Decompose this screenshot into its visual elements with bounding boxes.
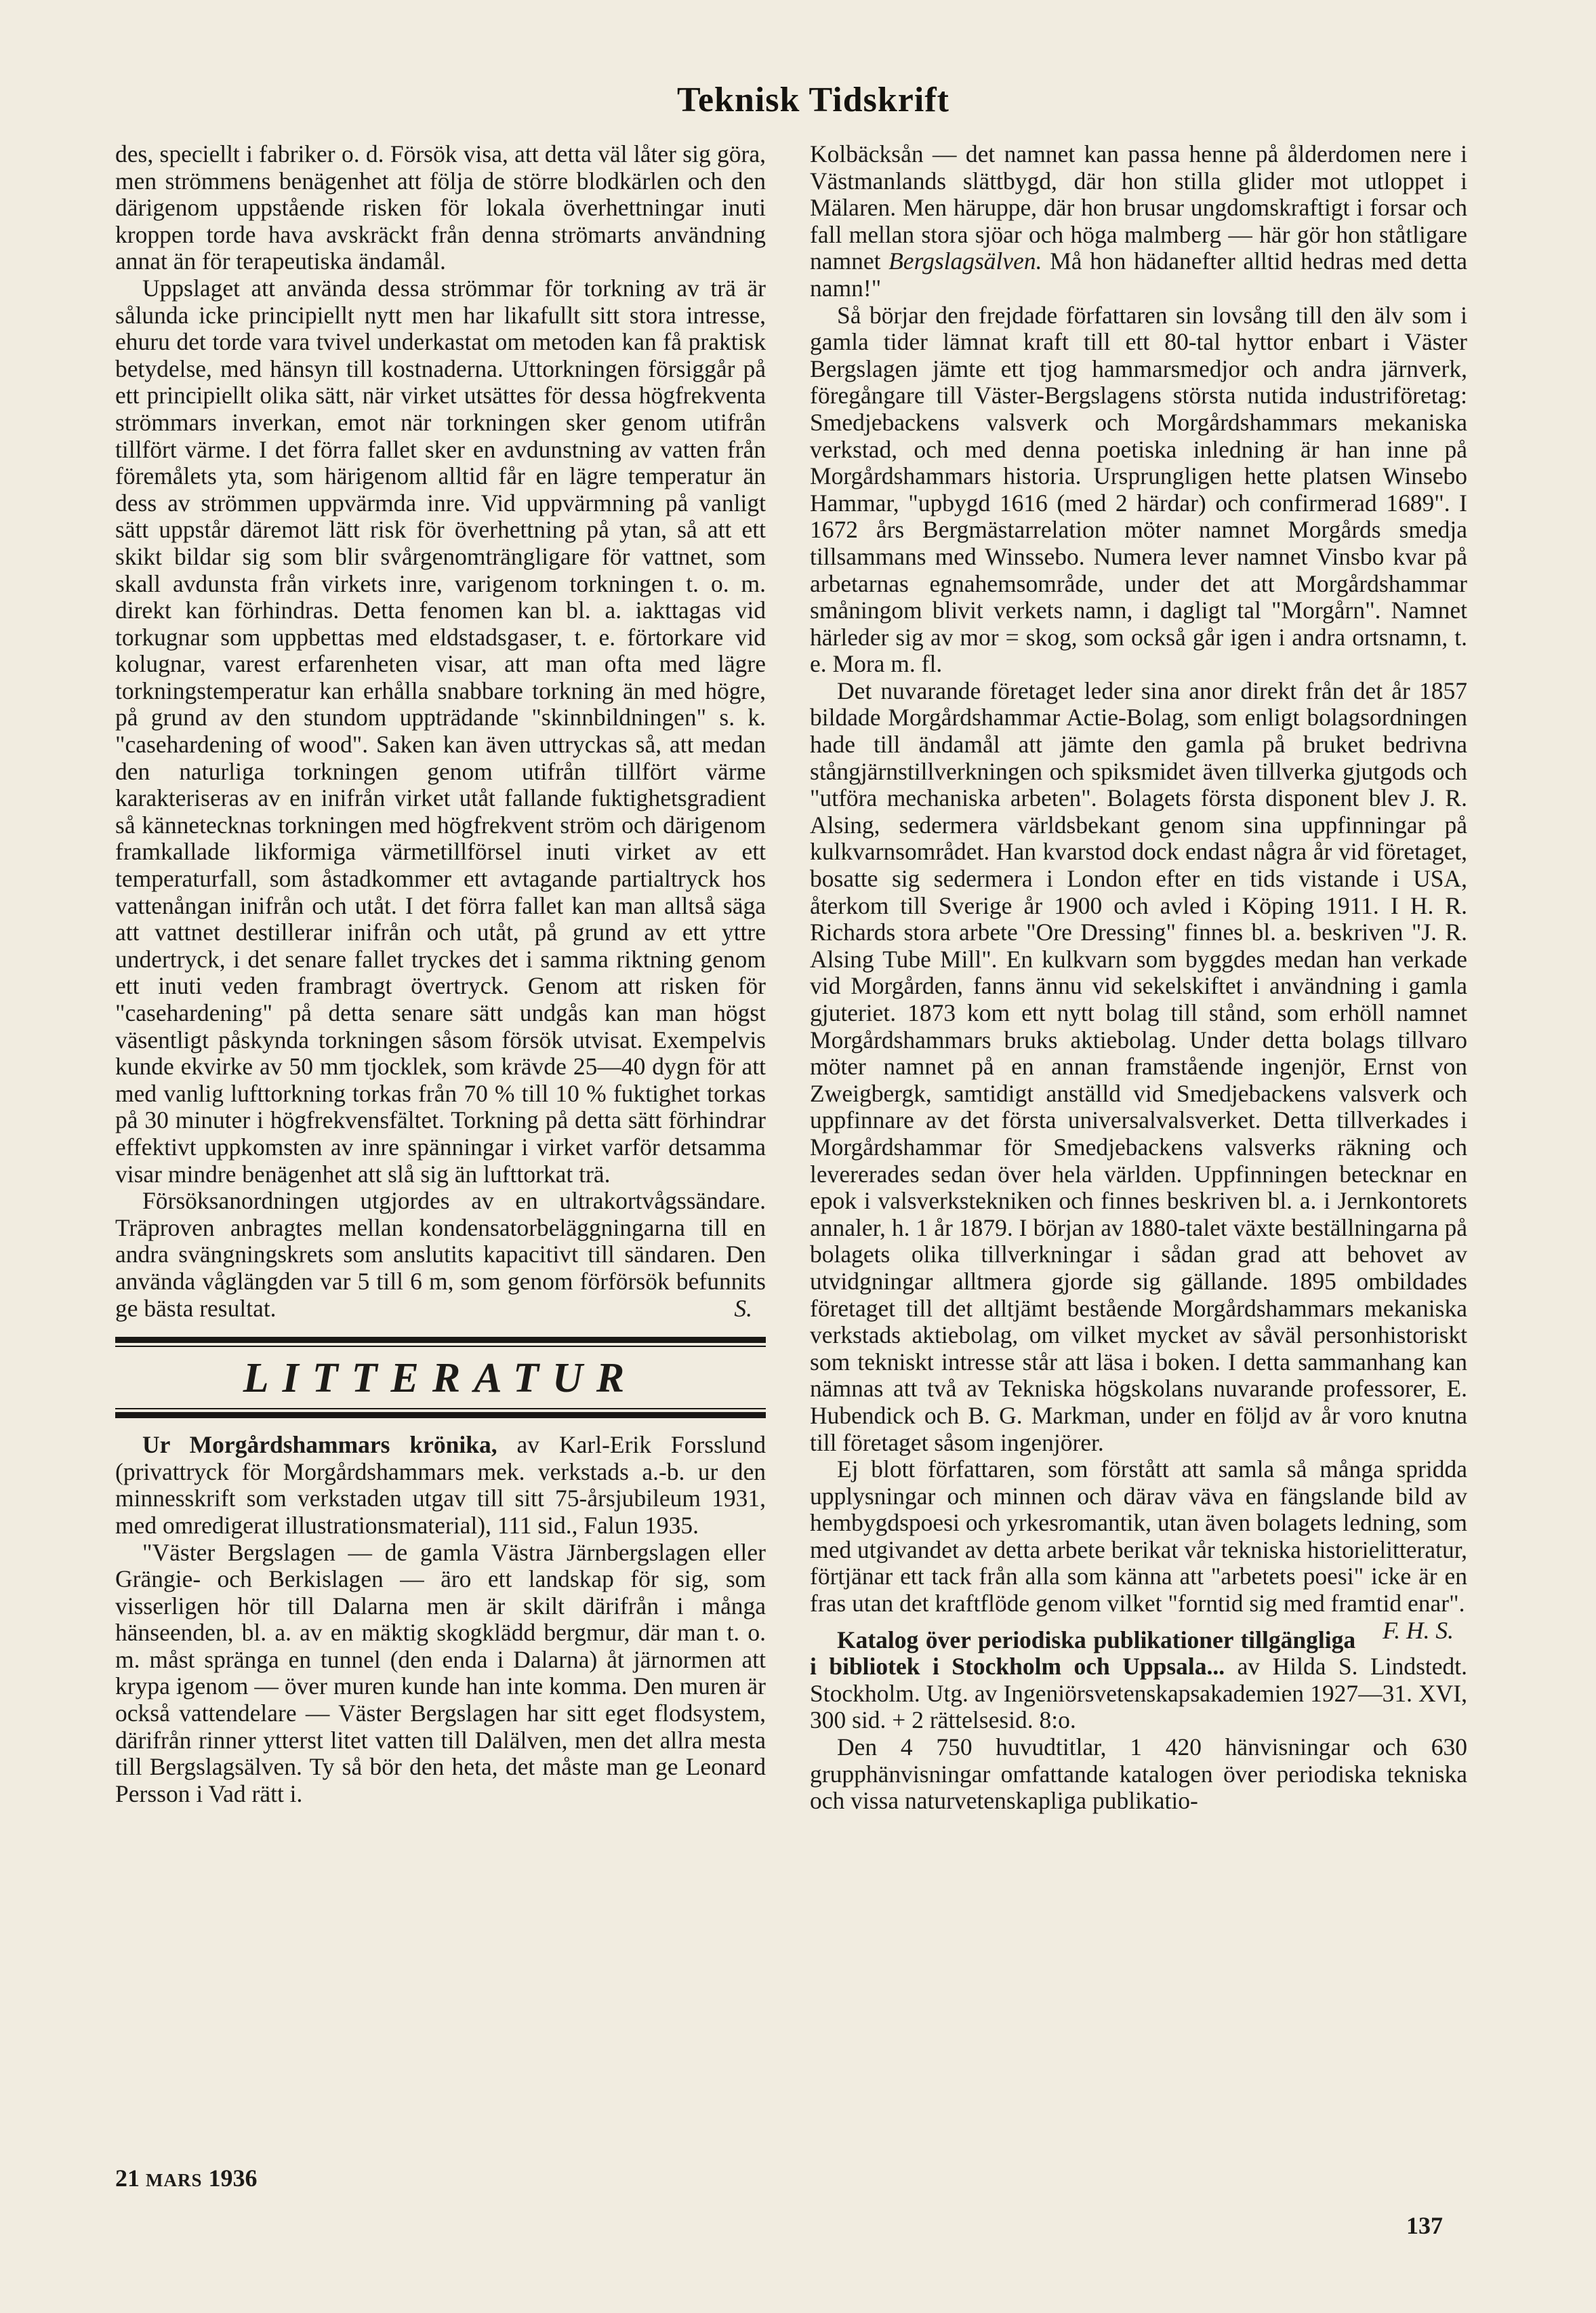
review-2-paragraph-1: Den 4 750 huvudtitlar, 1 420 hänvisningar och 630 grupphänvisningar omfattande katalogen över periodiska tekniska och vissa naturvetenskapliga publikatio-: [810, 1733, 1467, 1815]
right-paragraph-4-text: Ej blott författaren, som förstått att samla så många spridda upplysningar och minnen och därav väva en fängslande bild av hembygdspoesi och yrkesromantik, utan även bolagets ledning, som med utgivandet av detta arbete berikat vår tekniska historielitteratur, förtjänar ett tack från alla som känna att "arbetets poesi" icke är en fras utan det kraftflöde genom vilket "forntid sig med framtid enar".: [810, 1455, 1467, 1617]
issue-date-day: 21: [115, 2165, 140, 2192]
journal-masthead: [610, 80, 1017, 120]
review-2-meta: av Hilda S. Lindstedt. Stockholm. Utg. av Ingeniörsvetenskapsakademien 1927—31. XVI, 300 sid. + 2 rättelsesid. 8:o.: [810, 1653, 1468, 1734]
issue-date-year: 1936: [208, 2165, 258, 2192]
signature-fhs: F. H. S.: [1383, 1616, 1454, 1644]
review-1-paragraph-1: "Väster Bergslagen — de gamla Västra Järnbergslagen eller Grängie- och Berkislagen — äro ett landskap för sig, som visserligen hör till Dalarna men är skilt därifrån i många hänseenden, bl. a. av en mäktig skogklädd bergmur, där man t. o. m. måst spränga en tunnel (den enda i Dalarna) åt järnormen att krypa igenom — över muren kunde han inte komma. Den muren är också vattendelare — Väster Bergslagen har sitt eget flodsystem, därifrån rinner ytterst litet vatten till Dalälven, men det allra mesta till Bergslagsälven. Ty så bör den heta, det måste man ge Leonard Persson i Vad rätt i.: [115, 1538, 766, 1807]
right-paragraph-1-b: Må hon hädanefter alltid hedras med detta namn!": [810, 247, 1467, 302]
review-1-title: Ur Morgårdshammars krönika,: [142, 1431, 497, 1459]
left-paragraph-3: [115, 1188, 766, 1322]
section-heading: LITTERATUR: [243, 1355, 638, 1402]
right-paragraph-3: Det nuvarande företaget leder sina anor direkt från det år 1857 bildade Morgårdshammar Actie-Bolag, som enligt bolagsordningen hade till ändamål att jämte den gamla på bruket bedrivna stångjärnstillverkningen och spiksmidet även tillverka gjutgods och "utföra mechaniska arbeten". Bolagets första disponent blev J. R. Alsing, sedermera världsbekant genom sina uppfinningar på kulkvarnsområdet. Han kvarstod dock endast några år vid företaget, bosatte sig sedermera i London efter en tids vistande i USA, återkom till Sverige år 1900 och avled i Köping 1911. I H. R. Richards stora arbete "Ore Dressing" finnes bl. a. beskriven "J. R. Alsing Tube Mill". En kulkvarn som byggdes medan han verkade vid Morgården, fanns ännu vid sekelskiftet i användning i gamla gjuteriet. 1873 kom ett nytt bolag till stånd, som erhöll namnet Morgårdshammars bruks aktiebolag. Under detta bolags tillvaro möter namnet på en annan framstående ingenjör, Ernst von Zweigbergk, samtidigt anställd vid Smedjebackens valsverk och uppfinnare av det första universalvalsverket. Detta tillverkades i Morgårdshammar för Smedjebackens valsverks räkning och levererades sedan över hela världen. Uppfinningen betecknar en epok i valsverkstekniken och finnes beskriven bl. a. i Jernkontorets annaler, h. 1 år 1879. I början av 1880-talet växte beställningarna på bolagets olika tillverkningar i sådan grad att behovet av utvidgningar alltmera gjorde sig gällande. 1895 ombildades företaget till det alltjämt bestående Morgårdshammars mekaniska verkstads aktiebolag, om vilket mycket av såväl personhistoriskt som tekniskt intresse står att läsa i boken. I detta sammanhang kan nämnas att två av Tekniska högskolans nuvarande professorer, E. Hubendick och B. G. Markman, under en följd av år voro knutna till företaget såsom ingenjörer.: [810, 677, 1467, 1456]
right-paragraph-4: [810, 1455, 1467, 1644]
left-column: [115, 141, 766, 1807]
heading-rule-bottom-thick: [115, 1412, 766, 1418]
heading-rule-bottom-thin: [115, 1408, 766, 1409]
left-paragraph-2: Uppslaget att använda dessa strömmar för torkning av trä är sålunda icke principiellt nytt men har likafullt sitt stora intresse, ehuru det torde vara tvivel underkastat om metoden kan få praktisk betydelse, med hänsyn till kostnaderna. Uttorkningen försiggår på ett principiellt olika sätt, när virket utsättes för dessa högfrekventa strömmars inverkan, emot när torkningen sker genom utifrån tillfört värme. I det förra fallet sker en avdunstning av vatten från föremålets yta, som härigenom alltid får en lägre temperatur än dess av strömmen uppvärmda inre. Vid uppvärmning på vanligt sätt uppstår däremot lätt risk för överhettning på ytan, så att ett skikt bildar sig som blir svårgenomträngligare för vattnet, som skall avdunsta från virkets inre, varigenom torkningen t. o. m. direkt kan förhindras. Detta fenomen kan bl. a. iakttagas vid torkugnar som uppbettas med eldstadsgaser, t. e. förtorkare vid kolugnar, varest erfarenheten visar, att man ofta med lägre torkningstemperatur kan erhålla snabbare torkning än med högre, på grund av den stundom uppträdande "skinnbildningen" s. k. "casehardening of wood". Saken kan även uttryckas så, att medan den naturliga torkningen genom utifrån tillfört värme karakteriseras av en inifrån virket utåt fallande fuktighetsgradient så kännetecknas torkningen med högfrekvent ström och därigenom framkallade likformiga värmetillförsel inuti virket av ett temperaturfall, som åstadkommer ett avtagande partialtryck hos vattenångan inifrån och utåt. I det förra fallet kan man alltså säga att vattnet destillerar inifrån och utåt, på grund av ett yttre undertryck, i det senare fallet tryckes det i samma riktning genom ett inuti veden frambragt övertryck. Genom att risken för "casehardening" på detta senare sätt undgås kan man högst väsentligt påskynda torkningen såsom försök utvisat. Exempelvis kunde ekvirke av 50 mm tjocklek, som krävde 25—40 dygn för att med vanlig lufttorkning torkas från 70 % till 10 % fuktighet torkas på 30 minuter i högfrekvensfältet. Torkning på detta sätt förhindrar effektivt uppkomsten av inre spänningar i virket varför detsamma visar mindre benägenhet att slå sig än lufttorkat trä.: [115, 274, 766, 1188]
right-column: [810, 141, 1467, 1815]
signature-s: S.: [734, 1294, 752, 1322]
review-2-title: Katalog över periodiska publikationer tillgängliga i bibliotek i Stockholm och Uppsala...: [810, 1626, 1356, 1681]
masthead-word-2: Tidskrift: [809, 81, 949, 119]
right-paragraph-1-italic: Bergslagsälven.: [888, 247, 1042, 275]
left-paragraph-1: des, speciellt i fabriker o. d. Försök visa, att detta väl låter sig göra, men strömmens benägenhet att följa de större blodkärlen och den därigenom uppstående risken för lokala överhettningar inuti kroppen torde hava avskräckt från denna strömarts användning annat än för terapeutiska ändamål.: [115, 140, 766, 275]
right-paragraph-1: [810, 141, 1467, 302]
review-1-citation: [115, 1432, 766, 1539]
review-1-meta: av Karl-Erik Forsslund (privattryck för Morgårdshammars mek. verkstads a.-b. ur den minnesskrift som verkstaden utgav till sitt 75-årsjubileum 1931, med omredigerat illustrationsmaterial), 111 sid., Falun 1935.: [115, 1431, 766, 1539]
right-paragraph-1-a: Kolbäcksån — det namnet kan passa henne på ålderdomen nere i Västmanlands slättbygd, där hon stilla glider mot utloppet i Mälaren. Men häruppe, där hon brusar ungdomskraftigt i forsar och fall mellan stora sjöar och höga malmberg — här gör hon ståtligare namnet: [810, 140, 1467, 275]
issue-date: [115, 2164, 258, 2192]
left-paragraph-3-text: Försöksanordningen utgjordes av en ultrakortvågssändare. Träproven anbragtes mellan kondensatorbeläggningarna till en andra svängningskrets som anslutits kapacitivt till sändaren. Den använda våglängden var 5 till 6 m, som genom förförsök befunnits ge bästa resultat.: [115, 1187, 766, 1322]
page-number: 137: [1406, 2212, 1443, 2239]
heading-rule-top-thick: [115, 1337, 766, 1343]
litteratur-heading-box: [115, 1337, 766, 1418]
issue-date-month: MARS: [146, 2170, 203, 2190]
heading-rule-top-thin: [115, 1346, 766, 1347]
right-paragraph-2: Så börjar den frejdade författaren sin lovsång till den älv som i gamla tider lämnat kraft till ett 80-tal hyttor enbart i Väster Bergslagen jämte ett tjog hammarsmedjor och andra järnverk, föregångare till Väster-Bergslagens största nutida industriföretag: Smedjebackens valsverk och Morgårdshammars mekaniska verkstad, och med denna poetiska inledning är han inne på Morgårdshammars historia. Ursprungligen hette platsen Winsebo Hammar, "upbygd 1616 (med 2 härdar) och confirmerad 1689". I 1672 års Bergmästarrelation möter namnet Morgårds smedja tillsammans med Winssebo. Numera lever namnet Vinsbo kvar på arbetarnas egnahemsområde, under det att Morgårdshammar småningom blivit verkets namn, i dagligt tal "Morgårn". Namnet härleder sig av mor = skog, som också går igen i andra ortsnamn, t. e. Mora m. fl.: [810, 301, 1467, 678]
masthead-word-1: Teknisk: [677, 81, 800, 119]
